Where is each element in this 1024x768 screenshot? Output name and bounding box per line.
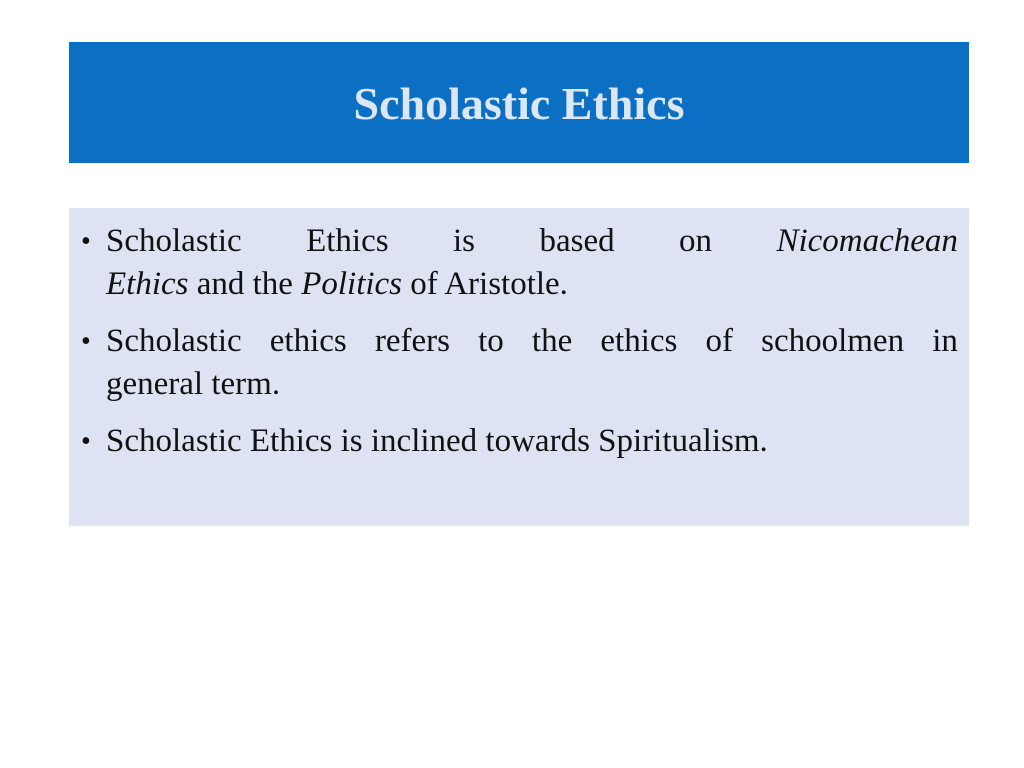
word: Scholastic <box>106 223 242 259</box>
text-segment: of Aristotle. <box>402 266 568 302</box>
bullet-marker: • <box>81 326 91 357</box>
word: in <box>932 323 958 359</box>
word: ethics <box>600 323 678 359</box>
word: is <box>453 223 476 259</box>
title-bar <box>69 42 969 163</box>
bullet-2-line-1 <box>106 320 958 363</box>
bullet-marker: • <box>81 426 91 457</box>
text-segment: and the <box>188 266 302 302</box>
italic-word: Ethics <box>106 266 189 302</box>
bullet-3-line-1: Scholastic Ethics is inclined towards Spiritualism. <box>106 423 768 459</box>
word: to <box>478 323 504 359</box>
word: based <box>539 223 615 259</box>
word: on <box>679 223 713 259</box>
slide-title: Scholastic Ethics <box>353 77 685 129</box>
word: refers <box>374 323 450 359</box>
bullet-2-line-2: general term. <box>106 366 281 402</box>
italic-word: Politics <box>301 266 403 302</box>
bullet-marker: • <box>81 226 91 257</box>
bullet-1-line-2 <box>106 263 958 306</box>
bullet-item-2 <box>81 320 958 406</box>
bullet-1-line-1 <box>106 220 958 263</box>
bullet-item-1 <box>81 220 958 306</box>
word: ethics <box>269 323 347 359</box>
word: of <box>705 323 733 359</box>
word: Scholastic <box>106 323 242 359</box>
word: schoolmen <box>761 323 905 359</box>
word: the <box>531 323 573 359</box>
bullet-item-3 <box>81 420 958 463</box>
italic-word: Nicomachean <box>776 223 958 259</box>
word: Ethics <box>306 223 389 259</box>
content-box <box>69 208 969 526</box>
